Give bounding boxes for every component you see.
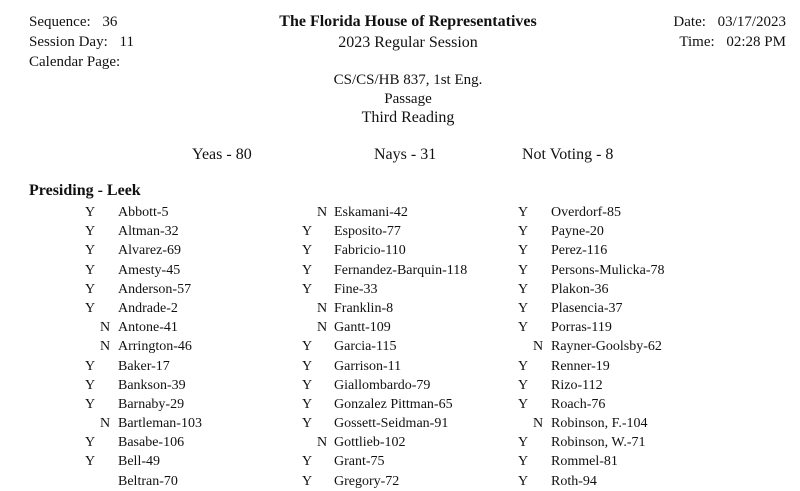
member-name: Plasencia-37 <box>551 300 623 316</box>
vote-mark: Y <box>84 358 96 374</box>
date-value: 03/17/2023 <box>717 14 786 30</box>
member-name: Roach-76 <box>551 396 606 412</box>
session-day-label: Session Day: <box>29 34 108 50</box>
member-name: Beltran-70 <box>118 473 178 489</box>
member-name: Gregory-72 <box>334 473 400 489</box>
bill-action: Passage <box>384 91 432 107</box>
member-name: Gonzalez Pittman-65 <box>334 396 453 412</box>
member-name: Esposito-77 <box>334 224 401 240</box>
vote-mark: Y <box>84 454 96 470</box>
bill-number: CS/CS/HB 837, 1st Eng. <box>333 72 483 88</box>
member-name: Arrington-46 <box>118 339 192 355</box>
member-name: Renner-19 <box>551 358 610 374</box>
vote-mark: Y <box>301 416 313 432</box>
session-day-line <box>29 33 134 51</box>
time-label: Time: <box>679 34 715 50</box>
not-voting-total: Not Voting - 8 <box>522 146 614 163</box>
vote-mark: Y <box>517 262 529 278</box>
vote-mark: Y <box>517 454 529 470</box>
vote-mark: Y <box>301 396 313 412</box>
date-line <box>673 13 786 31</box>
sequence-label: Sequence: <box>29 14 91 30</box>
vote-mark: Y <box>84 377 96 393</box>
member-name: Barnaby-29 <box>118 396 185 412</box>
vote-mark: Y <box>517 300 529 316</box>
member-name: Fabricio-110 <box>334 243 406 259</box>
yeas-total: Yeas - 80 <box>192 146 252 163</box>
vote-mark: Y <box>301 281 313 297</box>
vote-mark: Y <box>84 205 96 220</box>
vote-mark: Y <box>84 435 96 451</box>
member-name: Franklin-8 <box>334 300 394 316</box>
vote-mark: Y <box>84 300 96 316</box>
vote-mark: Y <box>517 205 529 220</box>
member-name: Basabe-106 <box>118 435 185 451</box>
bill-reading: Third Reading <box>361 109 455 126</box>
sequence-line <box>29 13 117 31</box>
vote-mark: Y <box>301 224 313 240</box>
vote-mark: Y <box>301 377 313 393</box>
vote-mark: Y <box>301 339 313 355</box>
vote-mark: Y <box>517 281 529 297</box>
vote-mark: Y <box>301 262 313 278</box>
vote-mark: Y <box>301 473 313 489</box>
calendar-page-label: Calendar Page: <box>29 54 121 70</box>
vote-mark: Y <box>517 473 529 489</box>
member-name: Garcia-115 <box>334 339 397 355</box>
member-name: Perez-116 <box>551 243 608 259</box>
vote-mark: Y <box>84 396 96 412</box>
time-line <box>679 33 786 51</box>
vote-mark: N <box>533 416 544 432</box>
member-name: Alvarez-69 <box>118 243 181 259</box>
vote-mark: N <box>317 435 328 451</box>
member-name: Rommel-81 <box>551 454 618 470</box>
member-name: Porras-119 <box>551 320 612 336</box>
member-name: Gantt-109 <box>334 320 391 336</box>
member-name: Rizo-112 <box>551 377 603 393</box>
member-name: Robinson, F.-104 <box>551 416 648 432</box>
vote-mark: N <box>100 320 111 336</box>
member-name: Garrison-11 <box>334 358 402 374</box>
vote-mark: N <box>317 205 328 220</box>
member-name: Robinson, W.-71 <box>551 435 646 451</box>
vote-mark: Y <box>517 396 529 412</box>
vote-mark: Y <box>517 224 529 240</box>
member-name: Fernandez-Barquin-118 <box>334 262 468 278</box>
vote-mark: N <box>100 416 111 432</box>
time-value: 02:28 PM <box>726 34 786 50</box>
vote-mark: Y <box>84 281 96 297</box>
member-name: Gossett-Seidman-91 <box>334 416 449 432</box>
vote-mark: N <box>100 339 111 355</box>
session-day-value: 11 <box>119 34 134 50</box>
vote-mark: Y <box>84 243 96 259</box>
nays-total: Nays - 31 <box>374 146 437 163</box>
member-name: Gottlieb-102 <box>334 435 406 451</box>
member-name: Baker-17 <box>118 358 170 374</box>
member-name: Andrade-2 <box>118 300 178 316</box>
vote-mark: Y <box>301 454 313 470</box>
vote-mark: Y <box>84 224 96 240</box>
member-name: Eskamani-42 <box>334 205 408 220</box>
vote-mark: Y <box>84 262 96 278</box>
vote-mark: N <box>317 300 328 316</box>
document-title: The Florida House of Representatives <box>279 13 537 30</box>
vote-mark: Y <box>517 377 529 393</box>
member-name: Anderson-57 <box>118 281 192 297</box>
vote-mark: Y <box>301 358 313 374</box>
member-name: Giallombardo-79 <box>334 377 431 393</box>
session-name: 2023 Regular Session <box>338 34 478 51</box>
member-name: Antone-41 <box>118 320 178 336</box>
member-name: Bell-49 <box>118 454 160 470</box>
member-name: Persons-Mulicka-78 <box>551 262 665 278</box>
member-name: Bankson-39 <box>118 377 186 393</box>
member-name: Amesty-45 <box>118 262 181 278</box>
member-name: Fine-33 <box>334 281 378 297</box>
member-name: Bartleman-103 <box>118 416 202 432</box>
vote-mark: Y <box>517 435 529 451</box>
vote-mark: Y <box>517 358 529 374</box>
member-name: Grant-75 <box>334 454 385 470</box>
member-name: Roth-94 <box>551 473 597 489</box>
member-name: Abbott-5 <box>118 205 169 220</box>
member-name: Payne-20 <box>551 224 604 240</box>
date-label: Date: <box>673 14 706 30</box>
vote-mark: Y <box>517 320 529 336</box>
member-name: Rayner-Goolsby-62 <box>551 339 662 355</box>
vote-mark: Y <box>301 243 313 259</box>
vote-mark: N <box>533 339 544 355</box>
presiding-officer: Presiding - Leek <box>29 182 141 199</box>
vote-mark: N <box>317 320 328 336</box>
vote-mark: Y <box>517 243 529 259</box>
member-name: Altman-32 <box>118 224 179 240</box>
member-name: Plakon-36 <box>551 281 609 297</box>
sequence-value: 36 <box>102 14 118 30</box>
member-name: Overdorf-85 <box>551 205 621 220</box>
